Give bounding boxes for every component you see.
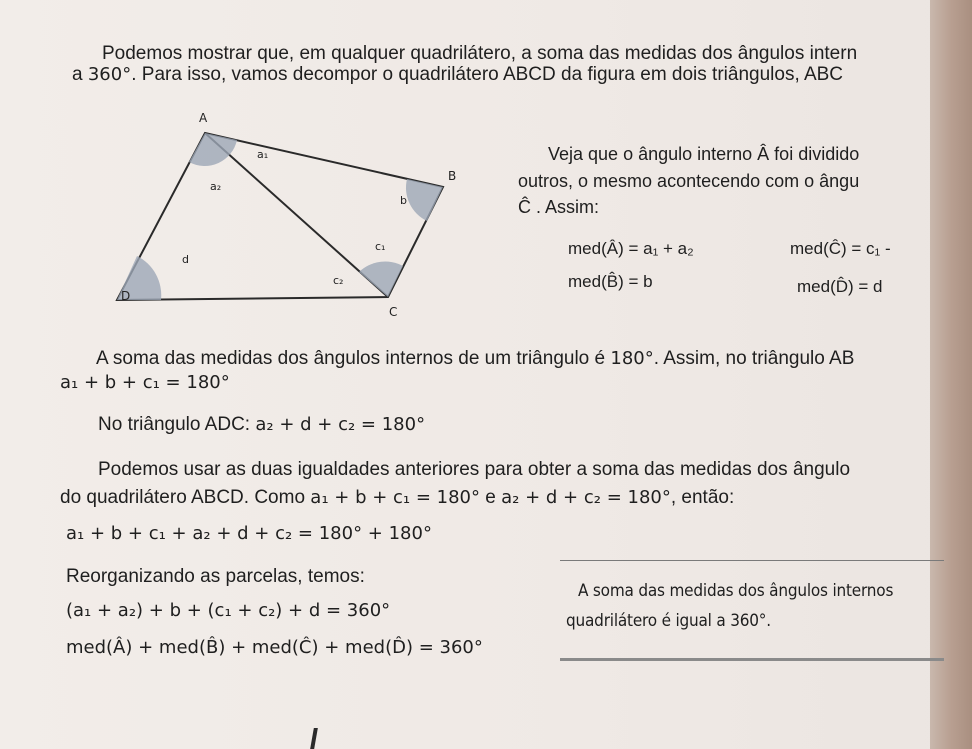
side-text-line-1: Veja que o ângulo interno Â foi dividido [548, 144, 860, 164]
measure-b [568, 271, 653, 293]
vertex-label-b: B [448, 169, 457, 183]
measure-b-lhs: med(B̂) [568, 272, 624, 291]
measure-d-lhs: med(D̂) [797, 277, 854, 296]
vertex-label-a: A [199, 111, 208, 125]
combine-eq-2: a₂ + d + c₂ = 180° [501, 487, 671, 508]
intro-line-2-prefix: a [72, 64, 88, 85]
triangle-sum-rest: . Assim, no triângulo AB [653, 348, 855, 369]
triangle-sum-line [96, 348, 854, 370]
measure-d [797, 276, 883, 298]
conclusion-callout [560, 560, 944, 660]
combine-eq-1: a₁ + b + c₁ = 180° [310, 487, 481, 508]
intro-line-2-value: 360° [87, 64, 132, 85]
callout-line-2 [566, 610, 771, 632]
combine-suffix: , então: [670, 487, 735, 508]
angle-label-a2: a₂ [210, 180, 222, 193]
callout-line-2-suffix: . [766, 611, 771, 631]
combine-line-2 [60, 487, 734, 509]
angle-label-b: b [400, 194, 407, 207]
side-text-line-2: outros, o mesmo acontecendo com o ângu [518, 171, 860, 191]
intro-line-2 [72, 64, 843, 86]
angle-label-d: d [182, 253, 189, 266]
combine-line-2-prefix: do quadrilátero ABCD. Como [60, 487, 311, 508]
triangle-adc-line [98, 414, 425, 436]
measure-b-rhs: = b [628, 272, 653, 291]
measure-a-rhs: = a₁ + a₂ [628, 239, 694, 258]
measure-a-lhs: med(Â) [568, 239, 624, 258]
callout-line-2-value: 360° [730, 611, 767, 631]
measure-c [790, 238, 891, 260]
quadrilateral-diagram [95, 108, 455, 328]
callout-top-rule [560, 560, 944, 561]
angle-label-c2: c₂ [333, 274, 344, 287]
triangle-sum-value: 180° [610, 348, 654, 369]
reorganize-equation-1: (a₁ + a₂) + b + (c₁ + c₂) + d = 360° [66, 600, 391, 621]
vertex-label-c: C [389, 305, 398, 319]
measure-d-rhs: = d [858, 277, 883, 296]
side-text-line-3: Ĉ . Assim: [518, 197, 600, 217]
reorganize-equation-2: med(Â) + med(B̂) + med(Ĉ) + med(D̂) = 360° [66, 637, 483, 658]
angle-label-a1: a₁ [257, 148, 269, 161]
vertex-label-d: D [121, 289, 131, 303]
equation-abc: a₁ + b + c₁ = 180° [60, 372, 230, 393]
callout-line-1: A soma das medidas dos ângulos internos [578, 581, 894, 601]
combine-conj: e [480, 487, 502, 508]
angle-label-c1: c₁ [375, 240, 386, 253]
triangle-sum-prefix: A soma das medidas dos ângulos internos de um triângulo é [96, 348, 611, 369]
callout-bottom-rule [560, 658, 944, 661]
equation-adc: a₂ + d + c₂ = 180° [255, 414, 426, 435]
reorganize-label: Reorganizando as parcelas, temos: [66, 566, 365, 587]
triangle-adc-prefix: No triângulo ADC: [98, 414, 256, 435]
combine-line-1: Podemos usar as duas igualdades anteriores para obter a soma das medidas dos ângulo [98, 459, 851, 480]
intro-line-1: Podemos mostrar que, em qualquer quadrilátero, a soma das medidas dos ângulos intern [102, 43, 858, 64]
measure-a [568, 238, 694, 260]
measure-c-rhs: = c₁ - [851, 239, 891, 258]
callout-line-2-prefix: quadrilátero é igual a [566, 611, 731, 631]
intro-line-2-rest: . Para isso, vamos decompor o quadrilátero ABCD da figura em dois triângulos, ABC [131, 64, 844, 85]
measure-c-lhs: med(Ĉ) [790, 239, 847, 258]
sum-equation: a₁ + b + c₁ + a₂ + d + c₂ = 180° + 180° [66, 523, 432, 544]
